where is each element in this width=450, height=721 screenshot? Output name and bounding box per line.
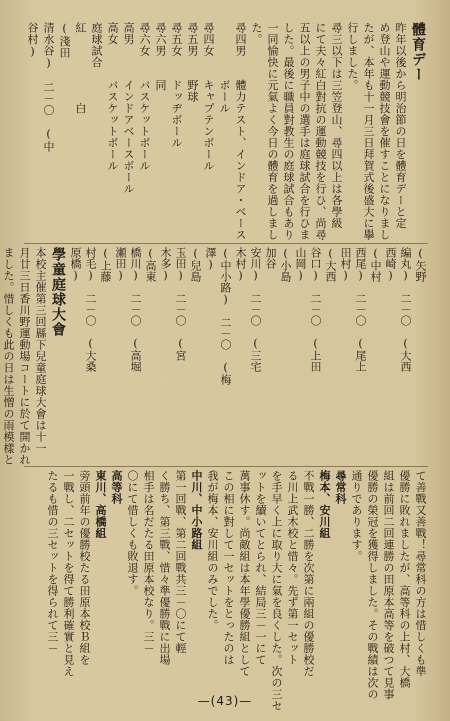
- paragraph-line: て善戰又善戰！尋常科の方は惜しくも準: [414, 470, 427, 677]
- paragraph-line: を手早く上に取り大に氣を良くした。次の三セ: [270, 470, 283, 712]
- subheading: 尋常科: [334, 470, 347, 505]
- paragraph-line: た。: [250, 22, 263, 45]
- paragraph-line: 優勝の榮冠を獲得しました。その戰績は次の: [366, 470, 379, 700]
- event-line: 尋五女 ドッヂボール: [170, 22, 183, 149]
- paragraph-line: 我が梅本、安川組のみでした。: [206, 470, 219, 631]
- paragraph-line: この相に對して一セットをとったのは: [222, 470, 235, 666]
- section-title-tennis-tournament: 學童庭球大會: [50, 247, 66, 337]
- paragraph-line: 旁頭前年の優勝校たる田原本校Ｂ組を: [78, 470, 91, 666]
- paragraph-line: 第一回戰、第二回戰共三－〇にて輕: [174, 470, 187, 654]
- paragraph-line: ました。惜しくも此の日は生憎の雨模樣と: [2, 247, 15, 466]
- paragraph-line: 昨年以後から明治節の日を體育デーと定: [394, 22, 407, 229]
- page-number: —(43)—: [197, 694, 253, 708]
- paragraph-line: たるも惜の三セットを得られて三－: [46, 470, 59, 654]
- event-line: 尋五男 野球: [186, 22, 199, 103]
- paragraph-line: 一戰し、二セットを得て勝利確實と見え: [62, 470, 75, 677]
- team-name: 梅本、安川組: [318, 470, 331, 539]
- subheading: 高等科: [110, 470, 123, 505]
- divider: [24, 466, 428, 467]
- score-line: (矢野 編丸) 二－〇 (大西 西崎): [384, 247, 427, 372]
- event-line: 高男 インドアベースボール: [122, 22, 135, 195]
- score-line: (兒島 玉田) 二－〇 (宮 木多): [159, 247, 202, 361]
- paragraph-line: にて夫々紅白對抗の運動競技を行ひ、尚尋: [314, 22, 327, 241]
- paragraph-line: 優勝に敗れましたが、高等科の上村、大橋: [398, 470, 411, 689]
- paragraph-line: 〇にて惜しくも敗退す。: [126, 470, 139, 597]
- score-line: (上藤 村毛) 二－〇 (大桑 原橋): [69, 247, 112, 372]
- score-line: (高東 橋川) 二－〇 (高堀 瀬田): [114, 247, 157, 372]
- paragraph-line: く勝ち、第三戰、惜々準優勝戰に出場: [158, 470, 171, 666]
- event-line: 尋四女 キャプテンボール: [202, 22, 215, 172]
- paragraph-line: 月廿三日香川野運動場コートに於て開かれ: [18, 247, 31, 466]
- paragraph-line: め登山や運動競技會を催すことになりまし: [378, 22, 391, 241]
- score-line: (淺田 清水谷) 二－〇 (中 谷村): [26, 22, 71, 153]
- score-line: (中村 西尾) 二－〇 (尾上 田村): [339, 247, 382, 372]
- event-line: 紅 白: [74, 22, 87, 114]
- section-scores-and-tournament: [2, 247, 428, 466]
- event-line: 尋四男 體力テスト、インドア・ベース: [234, 22, 247, 241]
- event-line: 尋六男 同: [154, 22, 167, 91]
- paragraph-line: 本校主催第三回縣下兒童庭球大會は十一: [34, 247, 47, 454]
- paragraph-line: 行しました。: [346, 22, 359, 91]
- team-name: 東川、高橋組: [94, 470, 107, 539]
- section-title-taiiku-day: 體育デー: [410, 22, 426, 82]
- score-line: (中小路) 二－〇 (梅 澤): [204, 247, 232, 385]
- paragraph-line: たが、本年も十一月三日拜賀式後盛大に擧: [362, 22, 375, 241]
- section-taiiku-day: [24, 22, 428, 240]
- score-line: (大西 谷口) 二－〇 (上田 山岡): [294, 247, 337, 372]
- paragraph-line: 萬事休す。尚敵組は本年學優勝組として: [238, 470, 251, 677]
- paragraph-line: ットを續いてとられ、結局三－一にて: [254, 470, 267, 666]
- event-line: ボール: [218, 22, 231, 114]
- divider: [24, 243, 428, 244]
- event-line: 高女 バスケットボール: [106, 22, 119, 172]
- score-line: (小島 加谷 安川) 二－〇 (三宅 木村): [234, 247, 292, 372]
- team-name: 中川、中小路組: [190, 470, 203, 551]
- paragraph-line: 通りであります。: [350, 470, 363, 562]
- paragraph-line: した。最後に職員對教生の庭球試合もあり: [282, 22, 295, 241]
- event-line: 尋六女 バスケットボール: [138, 22, 151, 172]
- paragraph-line: 不戰一勝、二勝を次第に兩組の優勝校だ: [302, 470, 315, 677]
- paragraph-line: 相手は名だたる田原本校なり。三－: [142, 470, 155, 654]
- paragraph-line: 尋三以下は三笠登山、尋四以上は各學級: [330, 22, 343, 229]
- paragraph-line: 一同愉快に元氣よく今日の體育を過しまし: [266, 22, 279, 241]
- paragraph-line: 組は前回二回連勝の田原本高等を破つて見事: [382, 470, 395, 700]
- event-line: 庭球試合: [90, 22, 103, 68]
- paragraph-line: 五以上の男子中の選手は庭球試合を行ひま: [298, 22, 311, 241]
- paragraph-line: る川上武木校と惜々。先ず第一セット: [286, 470, 299, 666]
